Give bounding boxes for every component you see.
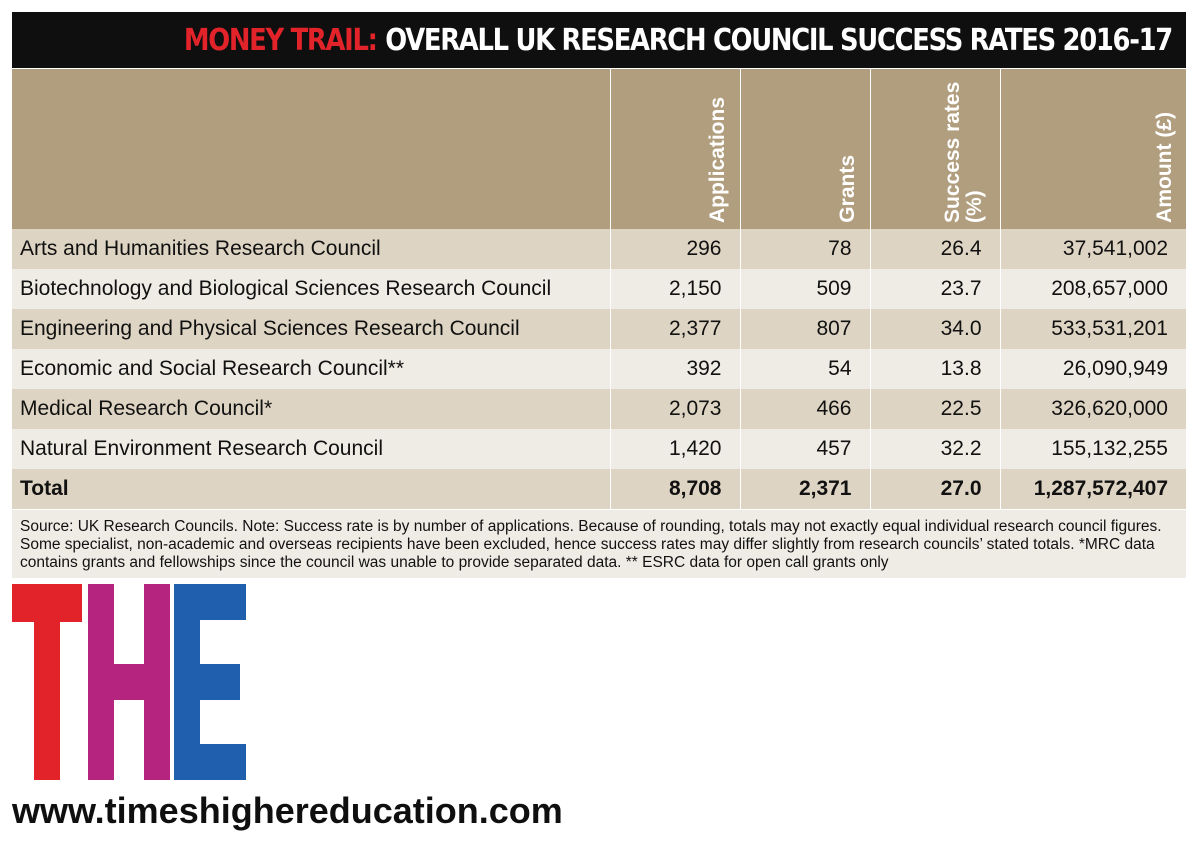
cell-success-rate: 13.8: [870, 349, 1000, 389]
the-logo: [12, 584, 246, 780]
total-success-rate: 27.0: [870, 469, 1000, 509]
source-footnote: Source: UK Research Councils. Note: Success rate is by number of applications. Because of rounding, totals may not exactly equal individual research council figures. Some specialist, non-academic and overseas recipients have been excluded, hence success rates may differ slightly from research councils’ stated totals. *MRC data contains grants and fellowships since the council was unable to provide separated data. ** ESRC data for open call grants only: [12, 509, 1186, 578]
title-main: OVERALL UK RESEARCH COUNCIL SUCCESS RATES 2016-17: [385, 22, 1172, 58]
cell-amount: 208,657,000: [1000, 269, 1186, 309]
cell-applications: 2,377: [610, 309, 740, 349]
column-header-applications: [610, 69, 740, 230]
total-applications: 8,708: [610, 469, 740, 509]
cell-applications: 392: [610, 349, 740, 389]
cell-council: Arts and Humanities Research Council: [12, 229, 610, 269]
website-url: www.timeshighereducation.com: [12, 790, 563, 831]
column-header-success-rates: [870, 69, 1000, 230]
logo-letter-e: [174, 584, 246, 780]
cell-success-rate: 32.2: [870, 429, 1000, 469]
cell-council: Medical Research Council*: [12, 389, 610, 429]
cell-grants: 54: [740, 349, 870, 389]
cell-success-rate: 23.7: [870, 269, 1000, 309]
success-rates-table: [12, 68, 1186, 509]
total-amount: 1,287,572,407: [1000, 469, 1186, 509]
cell-grants: 457: [740, 429, 870, 469]
cell-council: Biotechnology and Biological Sciences Research Council: [12, 269, 610, 309]
column-header-amount-label: Amount (£): [1152, 112, 1176, 223]
column-header-success-rates-label: Success rates (%): [940, 81, 986, 223]
title-kicker: MONEY TRAIL:: [183, 22, 377, 58]
cell-success-rate: 22.5: [870, 389, 1000, 429]
cell-success-rate: 34.0: [870, 309, 1000, 349]
cell-amount: 155,132,255: [1000, 429, 1186, 469]
cell-amount: 326,620,000: [1000, 389, 1186, 429]
cell-council: Natural Environment Research Council: [12, 429, 610, 469]
cell-applications: 1,420: [610, 429, 740, 469]
table-row: [12, 389, 1186, 429]
title-bar: [12, 12, 1186, 68]
infographic: [12, 12, 1186, 578]
column-header-applications-label: Applications: [706, 96, 730, 223]
logo-letter-t: [12, 584, 82, 780]
cell-grants: 509: [740, 269, 870, 309]
cell-success-rate: 26.4: [870, 229, 1000, 269]
cell-grants: 466: [740, 389, 870, 429]
cell-grants: 78: [740, 229, 870, 269]
cell-amount: 37,541,002: [1000, 229, 1186, 269]
cell-applications: 2,073: [610, 389, 740, 429]
cell-applications: 2,150: [610, 269, 740, 309]
table-row: [12, 229, 1186, 269]
cell-applications: 296: [610, 229, 740, 269]
column-header-council: [12, 69, 610, 230]
column-header-amount: [1000, 69, 1186, 230]
total-grants: 2,371: [740, 469, 870, 509]
table-row: [12, 309, 1186, 349]
cell-grants: 807: [740, 309, 870, 349]
table-total-row: [12, 469, 1186, 509]
cell-council: Engineering and Physical Sciences Research Council: [12, 309, 610, 349]
cell-amount: 26,090,949: [1000, 349, 1186, 389]
table-row: [12, 349, 1186, 389]
table-header-row: [12, 69, 1186, 230]
page-title: [184, 23, 1172, 58]
column-header-grants: [740, 69, 870, 230]
logo-letter-h: [88, 584, 170, 780]
column-header-grants-label: Grants: [836, 155, 860, 223]
table-row: [12, 269, 1186, 309]
total-label: Total: [12, 469, 610, 509]
cell-council: Economic and Social Research Council**: [12, 349, 610, 389]
cell-amount: 533,531,201: [1000, 309, 1186, 349]
table-row: [12, 429, 1186, 469]
